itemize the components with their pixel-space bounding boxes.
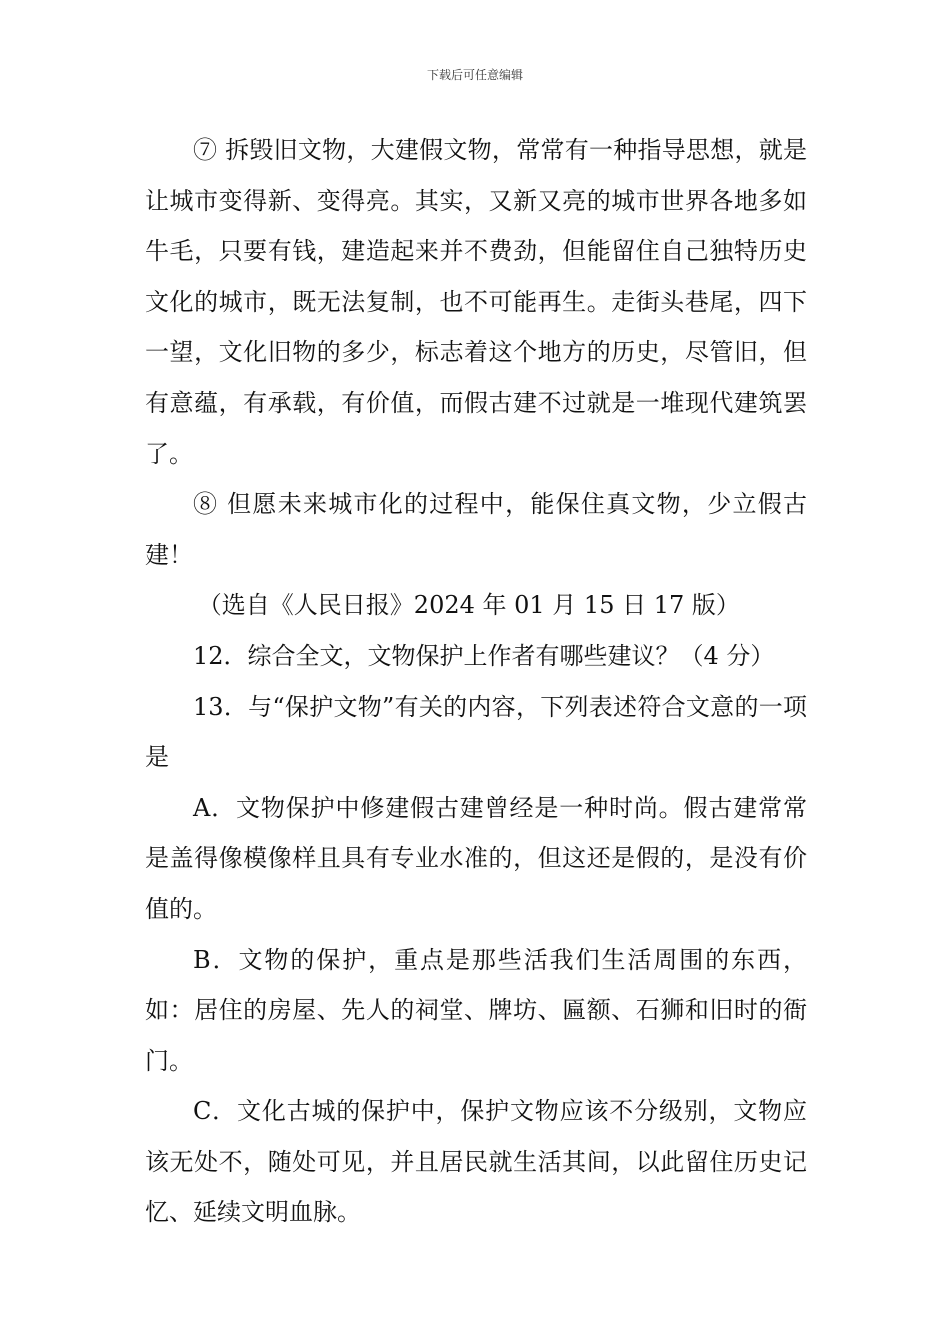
option-b: B．文物的保护，重点是那些活我们生活周围的东西，如：居住的房屋、先人的祠堂、牌坊、匾额、石狮和旧时的衙门。	[145, 945, 807, 1075]
question-13: 13．与“保护文物”有关的内容，下列表述符合文意的一项是	[145, 692, 807, 772]
question-12: 12．综合全文，文物保护上作者有哪些建议？（4 分）	[193, 641, 775, 670]
option-c: C．文化古城的保护中，保护文物应该不分级别，文物应该无处不，随处可见，并且居民就生活其间，以此留住历史记忆、延续文明血脉。	[145, 1097, 807, 1227]
paragraph-8: ⑧ 但愿未来城市化的过程中，能保住真文物，少立假古建！	[145, 490, 807, 569]
page-header: 下载后可任意编辑	[426, 68, 523, 82]
source-citation: （选自《人民日报》2024 年 01 月 15 日 17 版）	[197, 591, 740, 620]
option-a: A．文物保护中修建假古建曾经是一种时尚。假古建常常是盖得像模像样且具有专业水准的，但这还是假的，是没有价值的。	[145, 793, 807, 923]
document-body	[145, 125, 807, 1238]
paragraph-7: ⑦ 拆毁旧文物，大建假文物，常常有一种指导思想，就是让城市变得新、变得亮。其实，又新又亮的城市世界各地多如牛毛，只要有钱，建造起来并不费劲，但能留住自己独特历史文化的城市，既无法复制，也不可能再生。走街头巷尾，四下一望，文化旧物的多少，标志着这个地方的历史，尽管旧，但有意蕴，有承载，有价值，而假古建不过就是一堆现代建筑罢了。	[145, 136, 807, 468]
